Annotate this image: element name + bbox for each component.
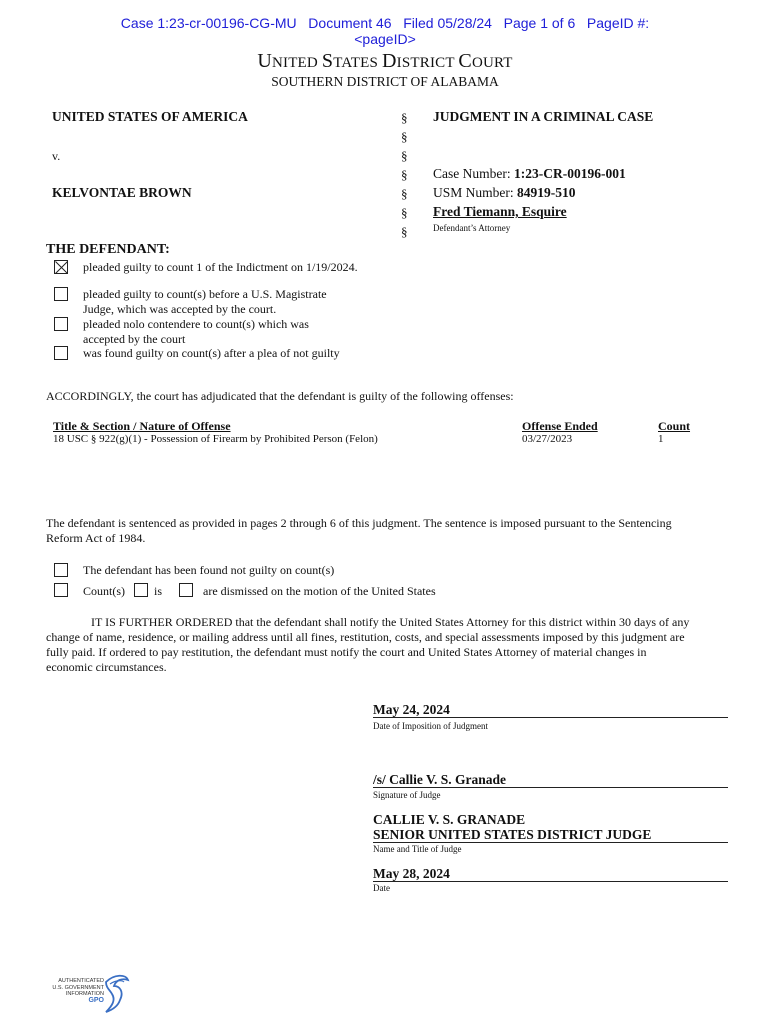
filing-stamp-line2: <pageID> [354, 31, 416, 47]
judge-title: SENIOR UNITED STATES DISTRICT JUDGE [373, 827, 652, 842]
not-guilty-checkbox [54, 563, 68, 577]
dismissed-are-checkbox [179, 583, 193, 597]
plaintiff-name: UNITED STATES OF AMERICA [52, 109, 248, 124]
defendant-attorney: Fred Tiemann, Esquire [433, 204, 567, 219]
usm-number-value: 84919-510 [517, 185, 576, 200]
section-symbol: § [401, 224, 408, 239]
judge-signature: /s/ Callie V. S. Granade [373, 772, 507, 787]
court-name-part: U [257, 50, 272, 72]
accordingly-text: ACCORDINGLY, the court has adjudicated that the defendant is guilty of the following offenses: [46, 389, 514, 403]
court-name-part: S [321, 50, 334, 72]
not-guilty-text: The defendant has been found not guilty on count(s) [83, 563, 335, 577]
section-symbol: § [401, 129, 408, 144]
defendant-heading: THE DEFENDANT: [46, 242, 170, 257]
plea-nolo-line: accepted by the court [83, 332, 186, 346]
further-ordered-line: economic circumstances. [46, 660, 167, 674]
plea-guilty-checkbox [54, 260, 68, 274]
gpo-seal-text: U.S. GOVERNMENT [52, 984, 104, 991]
document-title: JUDGMENT IN A CRIMINAL CASE [433, 109, 654, 124]
date-label: Date [373, 883, 390, 893]
versus: v. [52, 149, 61, 163]
usm-number [433, 185, 576, 201]
plea-magistrate-line: Judge, which was accepted by the court. [83, 302, 277, 316]
section-symbol: § [401, 110, 408, 125]
section-symbol: § [401, 205, 408, 220]
offense-header-title: Title & Section / Nature of Offense [53, 419, 231, 433]
filing-stamp [0, 15, 770, 47]
usm-number-label: USM Number: [433, 185, 517, 200]
case-number-value: 1:23-CR-00196-001 [513, 166, 626, 181]
offense-header-ended: Offense Ended [522, 419, 598, 433]
offense-row-title: 18 USC § 922(g)(1) - Possession of Firearm by Prohibited Person (Felon) [53, 433, 378, 445]
judge-name-title [373, 812, 651, 842]
dismissed-is-checkbox [134, 583, 148, 597]
further-ordered-line: IT IS FURTHER ORDERED that the defendant shall notify the United States Attorney for this district within 30 days of any [91, 615, 690, 629]
court-name-part: ISTRICT [396, 55, 459, 71]
attorney-label: Defendant’s Attorney [433, 223, 511, 233]
sentence-paragraph [46, 516, 672, 546]
offense-header-count: Count [658, 419, 691, 433]
court-name-part: OURT [471, 55, 513, 71]
court-name-part: D [381, 50, 397, 72]
imposition-date-label: Date of Imposition of Judgment [373, 721, 488, 731]
section-symbol: § [401, 167, 408, 182]
dismissed-checkbox [54, 583, 68, 597]
section-symbol: § [401, 186, 408, 201]
plea-nolo-line: pleaded nolo contendere to count(s) which was [83, 317, 309, 331]
plea-magistrate-line: pleaded guilty to count(s) before a U.S. Magistrate [83, 287, 327, 301]
signature-rule [373, 842, 728, 843]
signature-rule [373, 881, 728, 882]
section-symbol: § [401, 148, 408, 163]
plea-magistrate-checkbox [54, 287, 68, 301]
eagle-icon [100, 972, 130, 1016]
dismissed-is-label: is [154, 584, 163, 598]
found-guilty-text: was found guilty on count(s) after a plea of not guilty [83, 346, 340, 360]
sentence-line: Reform Act of 1984. [46, 531, 146, 545]
plea-nolo-text [83, 317, 309, 347]
case-number [433, 166, 626, 182]
gpo-seal-text: AUTHENTICATED [58, 978, 104, 984]
plea-magistrate-text [83, 287, 327, 317]
offense-row-count: 1 [658, 433, 664, 445]
further-ordered-line: fully paid. If ordered to pay restitution, the defendant must notify the court and United States Attorney of material changes in [46, 645, 647, 659]
imposition-date: May 24, 2024 [373, 702, 450, 717]
plea-nolo-checkbox [54, 317, 68, 331]
court-name-part: NITED [271, 55, 322, 71]
dismissed-counts-label: Count(s) [83, 584, 125, 598]
case-number-label: Case Number: [433, 166, 514, 181]
signature-label: Signature of Judge [373, 790, 441, 800]
offense-row-ended: 03/27/2023 [522, 433, 573, 445]
sentence-line: The defendant is sentenced as provided in pages 2 through 6 of this judgment. The sentence is imposed pursuant to the Sentencing [46, 516, 672, 530]
plea-guilty-text: pleaded guilty to count 1 of the Indictment on 1/19/2024. [83, 260, 358, 274]
court-district: SOUTHERN DISTRICT OF ALABAMA [271, 74, 499, 89]
judge-name: CALLIE V. S. GRANADE [373, 812, 526, 827]
dismissed-are-label: are dismissed on the motion of the United States [203, 584, 436, 598]
gpo-seal-text: GPO [88, 996, 104, 1004]
gpo-seal-text: INFORMATION [65, 991, 104, 997]
filing-stamp-line1: Case 1:23-cr-00196-CG-MU Document 46 Filed 05/28/24 Page 1 of 6 PageID #: [120, 15, 650, 31]
signature-rule [373, 717, 728, 718]
court-name-part: TATES [333, 55, 382, 71]
court-name-part: C [458, 50, 472, 72]
further-ordered-paragraph [46, 615, 689, 675]
name-title-label: Name and Title of Judge [373, 844, 462, 854]
signature-rule [373, 787, 728, 788]
further-ordered-line: change of name, residence, or mailing address until all fines, restitution, costs, and special assessments imposed by this judgment are [46, 630, 685, 644]
gpo-authentication-seal [44, 972, 134, 1018]
defendant-name: KELVONTAE BROWN [52, 185, 192, 200]
court-name [0, 50, 770, 73]
signed-date: May 28, 2024 [373, 866, 450, 881]
found-guilty-checkbox [54, 346, 68, 360]
